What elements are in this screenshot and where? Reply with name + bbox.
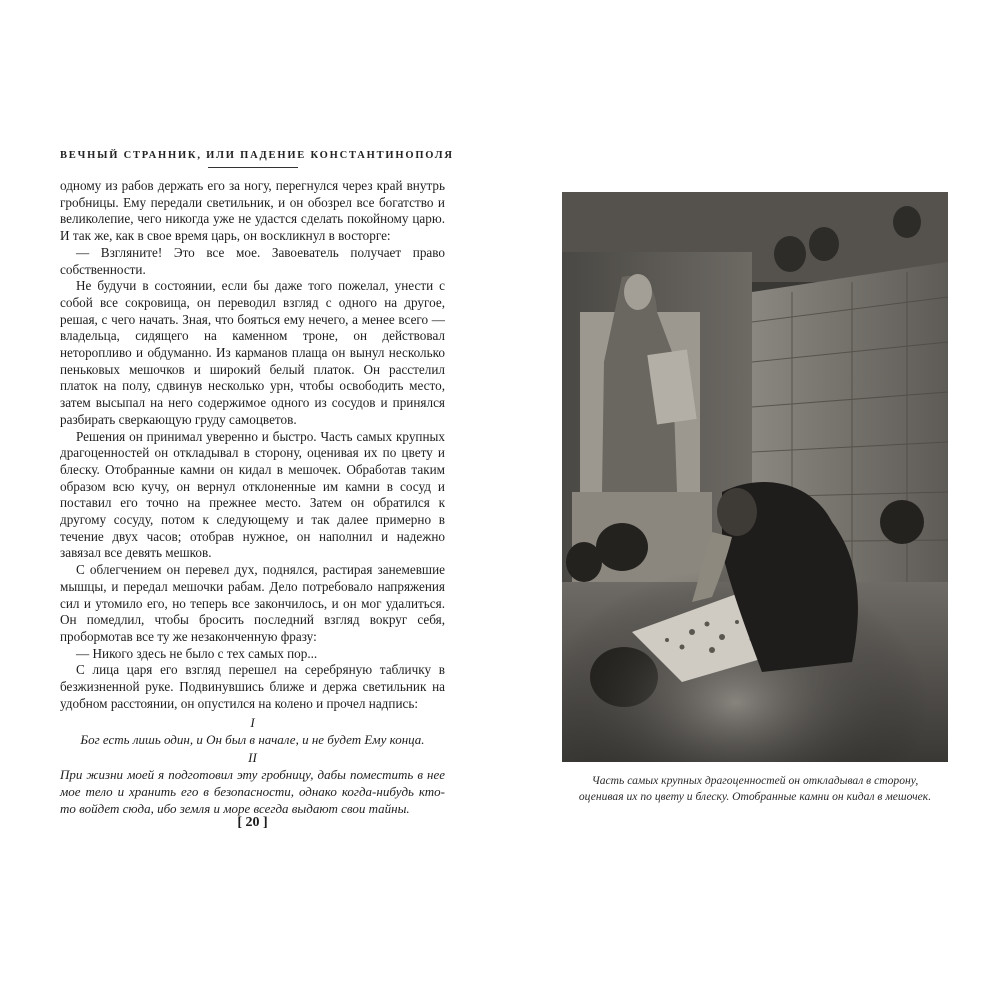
paragraph: Решения он принимал уверенно и быстро. Часть самых крупных драгоценностей он откладывал в сторону, оценивая их по цвету и блеску. Отобранные камни он кидал в мешочек. Обработав таким образом всю кучу, он вернул отклоненные им камни в сосуд и поставил его точно на прежнее место. Затем он обратился к другому сосуду, потом к следующему и так далее примерно в течение двух часов; отобрав нужное, он наполнил и надежно завязал все девять мешков. xyxy=(60,428,445,561)
inscription-text: Бог есть лишь один, и Он был в начале, и не будет Ему конца. xyxy=(80,731,425,747)
paragraph: — Взгляните! Это все мое. Завоеватель получает право собственности. xyxy=(60,244,445,277)
illustration-caption xyxy=(540,773,970,805)
engraving-illustration xyxy=(562,192,948,762)
paragraph: одному из рабов держать его за ногу, перегнулся через край внутрь гробницы. Ему передали светильник, и он обозрел все богатство и великолепие, чего никогда уже не удастся сделать покойному царю. И так же, как в свое время царь, он воскликнул в восторге: xyxy=(60,178,445,244)
paragraph: — Никого здесь не было с тех самых пор... xyxy=(76,645,318,661)
paragraph: Не будучи в состоянии, если бы даже того пожелал, унести с собой все сокровища, он переводил взгляд с одного на другое, решая, с чего начать. Зная, что бояться ему нечего, а менее всего — владельца, сидящего на каменном троне, он действовал неторопливо и обдуманно. Из карманов плаща он вынул несколько пеньковых мешочков и широкий белый платок. Он расстелил платок на полу, сдвинув несколько урн, чтобы освободить место, затем высыпал на него содержимое одного из сосудов и принялся разбирать сверкающую груду самоцветов. xyxy=(60,278,445,427)
caption-line: оценивая их по цвету и блеску. Отобранные камни он кидал в мешочек. xyxy=(578,790,932,803)
inscription-text: При жизни моей я подготовил эту гробницу, дабы поместить в нее мое тело и хранить его в безопасности, однако когда-нибудь кто-то войдет сюда, ибо земля и море всегда выдают свои тайны. xyxy=(60,767,445,816)
inscription-numeral: II xyxy=(248,750,257,766)
head-rule xyxy=(208,167,298,168)
caption-line: Часть самых крупных драгоценностей он откладывал в сторону, xyxy=(591,774,919,787)
inscription-numeral: I xyxy=(250,714,255,730)
page-number: [ 20 ] xyxy=(237,815,268,830)
paragraph: С облегчением он перевел дух, поднялся, растирая занемевшие мышцы, и передал мешочки рабам. Дело потребовало напряжения сил и утомило его, но теперь все закончилось, и он мог удалиться. Он помедлил, чтобы бросить последний взгляд вокруг себя, пробормотав все ту же незаконченную фразу: xyxy=(60,562,445,644)
running-head: ВЕЧНЫЙ СТРАННИК, ИЛИ ПАДЕНИЕ КОНСТАНТИНОПОЛЯ xyxy=(60,150,454,161)
paragraph: С лица царя его взгляд перешел на серебряную табличку в безжизненной руке. Подвинувшись ближе и держа светильник на удобном расстоянии, он опустился на колено и прочел надпись: xyxy=(60,662,445,711)
body-text xyxy=(60,178,445,713)
left-page xyxy=(60,150,454,817)
